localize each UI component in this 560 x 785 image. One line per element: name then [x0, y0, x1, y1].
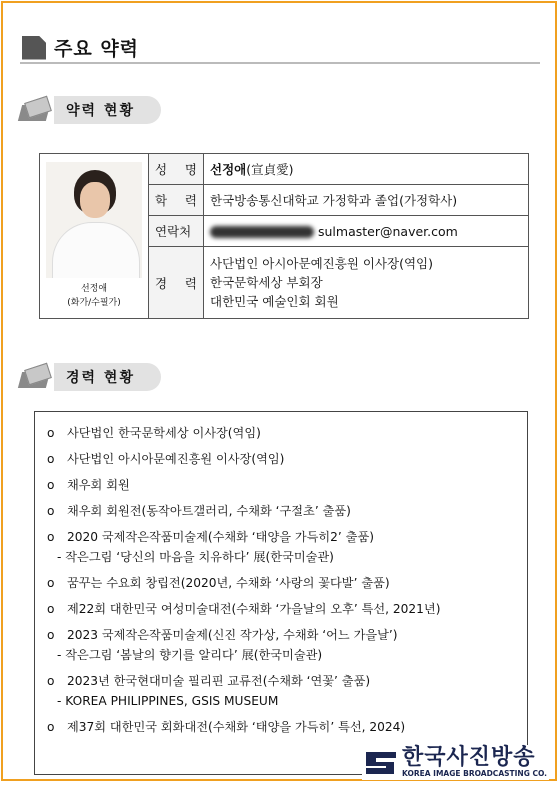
section-header-career	[18, 363, 161, 391]
bullet: o	[47, 576, 55, 590]
book-icon	[18, 97, 52, 123]
bullet: o	[47, 426, 55, 440]
logo-mark-icon	[364, 748, 398, 778]
section-label: 약력 현황	[54, 96, 161, 124]
title-divider	[20, 62, 540, 64]
career-item	[47, 530, 517, 564]
career-line: 한국문학세상 부회장	[210, 275, 323, 290]
bullet: o	[47, 452, 55, 466]
book-icon	[18, 364, 52, 390]
career-item-text: 꿈꾸는 수요회 창립전(2020년, 수채화 ‘사랑의 꽃다발’ 출품)	[67, 576, 390, 590]
bullet: o	[47, 720, 55, 734]
bullet: o	[47, 504, 55, 518]
contact-label: 연락처	[149, 216, 204, 247]
career-line: 사단법인 아시아문예진흥원 이사장(역임)	[210, 256, 433, 271]
page-title	[22, 34, 139, 61]
career-item-text: 채우회 회원전(동작아트갤러리, 수채화 ‘구절초’ 출품)	[67, 504, 351, 518]
career-item-sub: - 작은그림 ‘당신의 마음을 치유하다’ 展(한국미술관)	[57, 550, 334, 564]
career-item	[47, 478, 517, 492]
education-value: 한국방송통신대학교 가정학과 졸업(가정학사)	[204, 185, 529, 216]
bullet: o	[47, 674, 55, 688]
career-item	[47, 576, 517, 590]
career-item-text: 제37회 대한민국 회화대전(수채화 ‘태양을 가득히’ 특선, 2024)	[67, 720, 406, 734]
career-item	[47, 628, 517, 662]
bullet: o	[47, 478, 55, 492]
contact-email: sulmaster@naver.com	[318, 223, 458, 239]
career-item	[47, 452, 517, 466]
career-item-sub: - KOREA PHILIPPINES, GSIS MUSEUM	[57, 694, 279, 708]
profile-table	[39, 153, 529, 319]
contact-value	[204, 216, 529, 247]
profile-photo-cell	[40, 154, 149, 319]
career-item	[47, 426, 517, 440]
career-item	[47, 602, 517, 616]
photo-caption-role: (화가/수필가)	[67, 298, 121, 308]
career-item	[47, 504, 517, 518]
photo-caption-name: 선정애	[80, 284, 108, 294]
career-item-text: 사단법인 아시아문예진흥원 이사장(역임)	[67, 452, 285, 466]
career-label: 경 력	[149, 247, 204, 319]
career-item-text: 사단법인 한국문학세상 이사장(역임)	[67, 426, 261, 440]
bullet: o	[47, 602, 55, 616]
name-label: 성 명	[149, 154, 204, 185]
career-item-text: 2023년 한국현대미술 필리핀 교류전(수채화 ‘연꽃’ 출품)	[67, 674, 371, 688]
education-label: 학 력	[149, 185, 204, 216]
career-value	[204, 247, 529, 319]
bullet: o	[47, 628, 55, 642]
folder-icon	[22, 36, 46, 60]
bullet: o	[47, 530, 55, 544]
broadcaster-logo	[362, 745, 549, 780]
career-line: 대한민국 예술인회 회원	[210, 294, 339, 309]
career-item-text: 제22회 대한민국 여성미술대전(수채화 ‘가을날의 오후’ 특선, 2021년)	[67, 602, 441, 616]
career-item-sub: - 작은그림 ‘봄날의 향기를 알리다’ 展(한국미술관)	[57, 648, 323, 662]
career-item-text: 2020 국제작은작품미술제(수채화 ‘태양을 가득히2’ 출품)	[67, 530, 374, 544]
career-item	[47, 720, 517, 734]
profile-photo	[46, 162, 142, 278]
career-item-text: 채우회 회원	[67, 478, 130, 492]
redacted-phone	[210, 226, 314, 238]
name-hanja: (宣貞愛)	[246, 162, 294, 177]
section-label: 경력 현황	[54, 363, 161, 391]
name-value	[204, 154, 529, 185]
section-header-profile	[18, 96, 161, 124]
logo-english: KOREA IMAGE BROADCASTING CO.	[402, 769, 548, 778]
name-text: 선정애	[210, 162, 247, 177]
logo-korean: 한국사진방송	[402, 745, 536, 770]
career-list	[34, 411, 528, 775]
page-title-text: 주요 약력	[54, 38, 140, 60]
career-item-text: 2023 국제작은작품미술제(신진 작가상, 수채화 ‘어느 가을날’)	[67, 628, 398, 642]
career-item	[47, 674, 517, 708]
